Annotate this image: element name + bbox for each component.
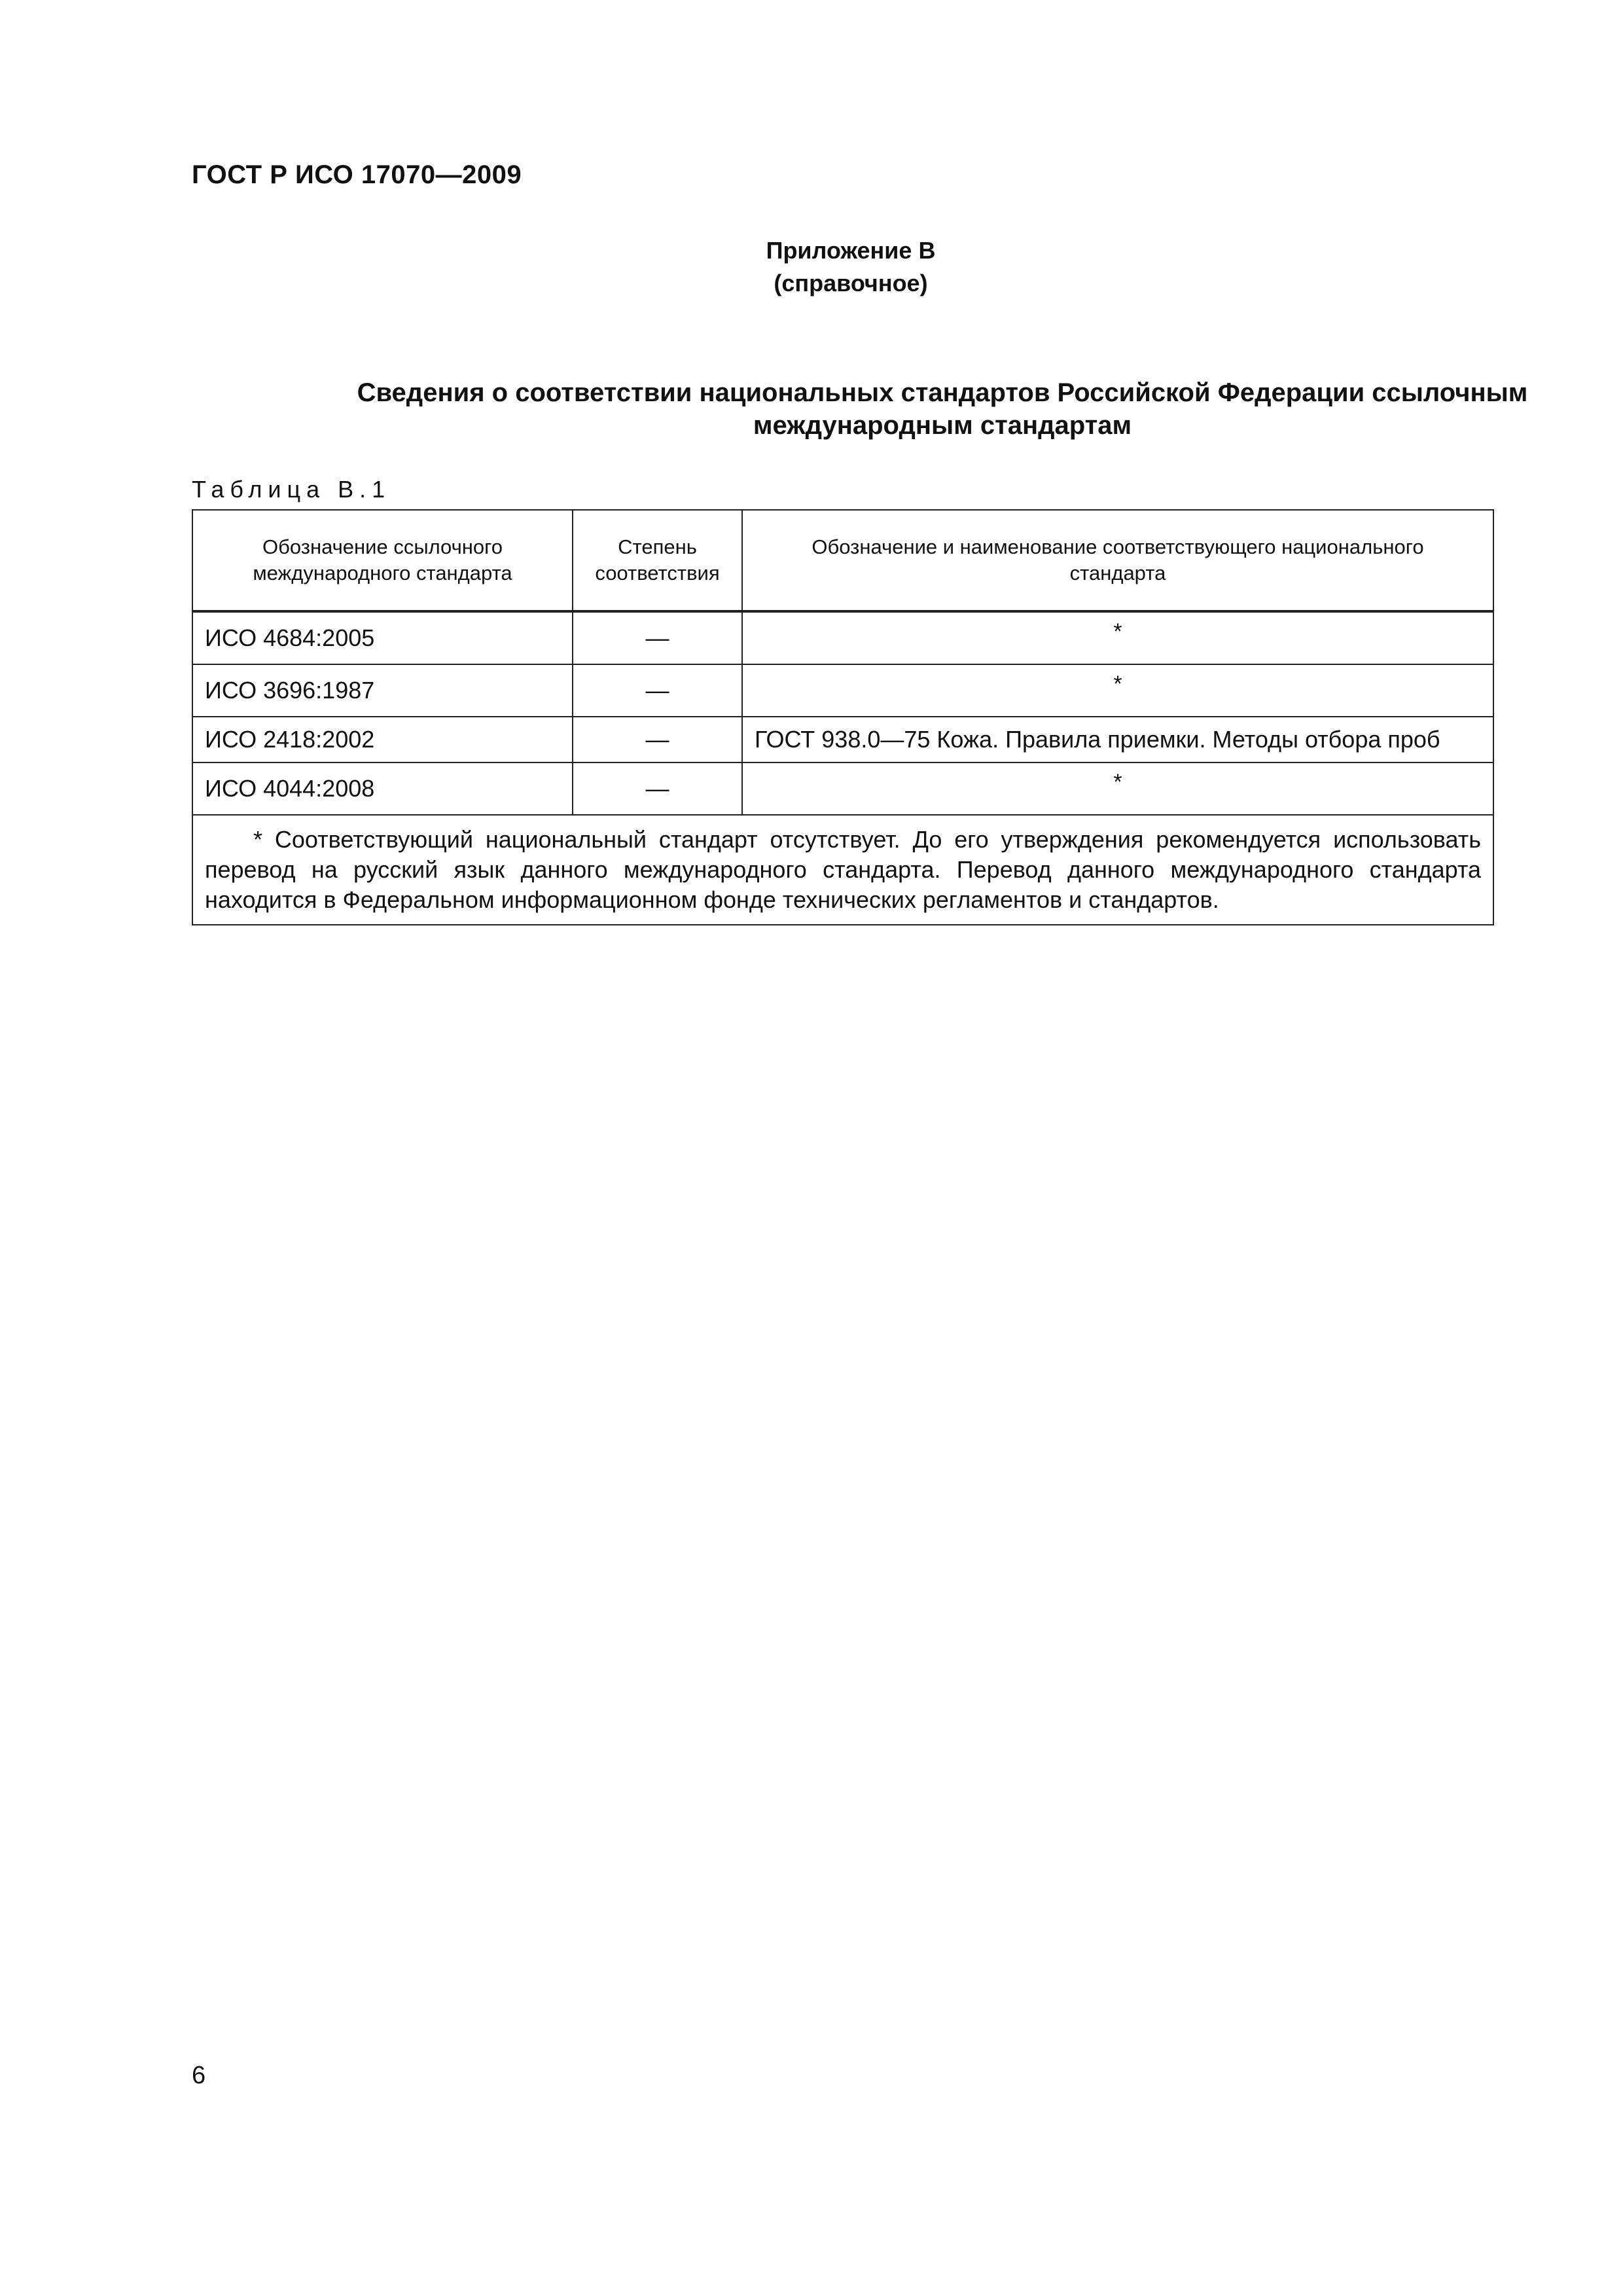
cell-national: * <box>742 664 1493 717</box>
header-line: Обозначение ссылочного <box>262 535 503 558</box>
cell-standard: ИСО 4684:2005 <box>192 611 573 664</box>
cell-standard: ИСО 4044:2008 <box>192 762 573 815</box>
table-header-row <box>192 510 1493 611</box>
table-row <box>192 611 1493 664</box>
header-line: Степень <box>618 535 697 558</box>
cell-national: * <box>742 611 1493 664</box>
header-line: соответствия <box>595 562 720 584</box>
header-line: Обозначение и наименование соответствующего национального <box>812 535 1424 558</box>
standards-table <box>192 509 1494 925</box>
cell-standard: ИСО 2418:2002 <box>192 717 573 762</box>
section-title <box>196 376 1623 442</box>
document-id: ГОСТ Р ИСО 17070—2009 <box>192 160 522 189</box>
cell-degree: — <box>573 762 742 815</box>
appendix-type: (справочное) <box>774 270 928 296</box>
table-row <box>192 717 1493 762</box>
table-row <box>192 664 1493 717</box>
appendix-heading <box>720 234 982 300</box>
table-footnote <box>192 815 1493 925</box>
header-national-standard <box>742 510 1493 611</box>
cell-degree: — <box>573 664 742 717</box>
table-footnote-row <box>192 815 1493 925</box>
cell-degree: — <box>573 611 742 664</box>
table-row <box>192 762 1493 815</box>
cell-degree: — <box>573 717 742 762</box>
header-international-standard <box>192 510 573 611</box>
appendix-title: Приложение В <box>766 237 936 264</box>
table-caption: Таблица В.1 <box>192 476 391 503</box>
header-degree <box>573 510 742 611</box>
footnote-text: * Соответствующий национальный стандарт отсутствует. До его утверждения рекомендуется использовать перевод на русский язык данного международного стандарта. Перевод данного международного стандарта находится в Федеральном информационном фонде технических регламентов и стандартов. <box>205 826 1481 913</box>
cell-national: ГОСТ 938.0—75 Кожа. Правила приемки. Методы отбора проб <box>742 717 1493 762</box>
section-title-line-1: Сведения о соответствии национальных стандартов Российской Федерации ссылочным <box>357 378 1528 407</box>
cell-national: * <box>742 762 1493 815</box>
page-number: 6 <box>192 2062 206 2089</box>
header-line: международного стандарта <box>253 562 512 584</box>
header-line: стандарта <box>1069 562 1166 584</box>
cell-standard: ИСО 3696:1987 <box>192 664 573 717</box>
section-title-line-2: международным стандартам <box>753 411 1132 440</box>
